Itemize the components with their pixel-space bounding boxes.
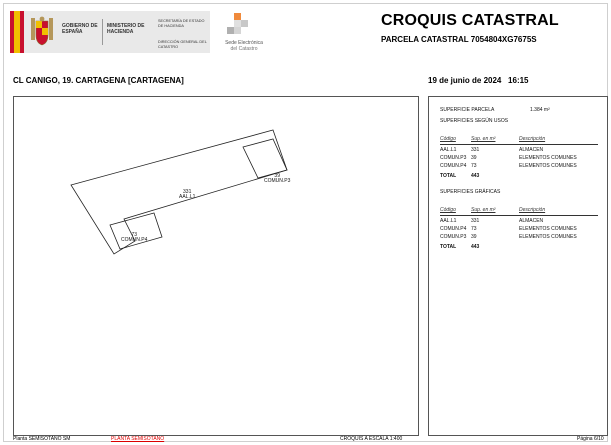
sede-electronica-logo — [210, 11, 270, 53]
usos-row-desc: ELEMENTOS COMUNES — [519, 155, 577, 161]
graficas-row-sup: 331 — [471, 218, 480, 224]
graficas-row-sup: 73 — [471, 226, 477, 232]
usos-total-value: 443 — [471, 173, 480, 179]
divider — [102, 19, 103, 45]
label-comun-p4 — [121, 233, 147, 243]
graficas-title: SUPERFICIES GRÁFICAS — [440, 189, 501, 195]
gov-text-direccion: DIRECCIÓN GENERAL DEL CATASTRO — [158, 40, 207, 49]
graficas-total-value: 443 — [471, 244, 480, 250]
usos-row-desc: ELEMENTOS COMUNES — [519, 163, 577, 169]
surface-info-panel — [428, 96, 608, 436]
unit-comun-p4 — [110, 213, 162, 249]
table-rule — [440, 144, 598, 145]
usos-row-sup: 39 — [471, 155, 477, 161]
date-text: 19 de junio de 2024 — [428, 76, 502, 85]
spain-flag-stripe — [10, 11, 24, 53]
document-date — [428, 76, 529, 85]
coat-of-arms-icon — [29, 16, 55, 48]
document-page — [3, 3, 608, 442]
footer-page-number: Página 6/10 — [577, 436, 604, 442]
graficas-row-desc: ELEMENTOS COMUNES — [519, 234, 577, 240]
gov-text-gobierno: GOBIERNO DE ESPAÑA — [62, 23, 98, 35]
superficie-parcela-label: SUPERFICIE PARCELA — [440, 107, 495, 113]
gov-text-ministerio: MINISTERIO DE HACIENDA — [107, 23, 145, 35]
graficas-row-code: AAL.L1 — [440, 218, 457, 224]
cadastral-reference: PARCELA CATASTRAL 7054804XG7675S — [381, 35, 537, 44]
catastro-logo-icon — [225, 13, 249, 37]
property-address: CL CANIGO, 19. CARTAGENA [CARTAGENA] — [13, 76, 184, 85]
col-desc: Descripción — [519, 207, 546, 213]
usos-row-code: COMUN.P3 — [440, 155, 467, 161]
usos-row-sup: 73 — [471, 163, 477, 169]
label-code: COMUN.P3 — [264, 178, 291, 184]
col-codigo: Código — [440, 207, 456, 213]
usos-title: SUPERFICIES SEGÚN USOS — [440, 118, 509, 124]
col-codigo: Código — [440, 136, 456, 142]
col-sup: Sup. en m² — [471, 207, 496, 213]
cadastral-sketch — [13, 96, 419, 436]
label-code: AAL.L1 — [179, 194, 196, 200]
sede-text-line2: del Catastro — [230, 46, 258, 52]
graficas-row-desc: ELEMENTOS COMUNES — [519, 226, 577, 232]
col-sup: Sup. en m² — [471, 136, 496, 142]
label-value: 73 — [131, 232, 137, 238]
document-title: CROQUIS CATASTRAL — [381, 12, 559, 29]
label-comun-p3 — [264, 174, 290, 184]
gov-text-secretaria: SECRETARÍA DE ESTADO DE HACIENDA — [158, 19, 205, 28]
unit-comun-p3 — [243, 139, 287, 178]
graficas-row-code: COMUN.P3 — [440, 234, 467, 240]
graficas-row-sup: 39 — [471, 234, 477, 240]
government-logo — [10, 11, 210, 53]
parcel-drawing — [14, 97, 418, 435]
graficas-row-code: COMUN.P4 — [440, 226, 467, 232]
usos-row-desc: ALMACEN — [519, 147, 544, 153]
label-value: 331 — [183, 189, 192, 195]
label-aal-l1 — [179, 190, 195, 200]
footer-planta-link[interactable]: PLANTA SEMISOTANO — [111, 436, 165, 442]
label-value: 39 — [274, 173, 280, 179]
usos-total-label: TOTAL — [440, 173, 457, 179]
table-rule — [440, 215, 598, 216]
usos-row-code: AAL.L1 — [440, 147, 457, 153]
sede-text-line1: Sede Electrónica — [225, 40, 263, 46]
usos-row-code: COMUN.P4 — [440, 163, 467, 169]
graficas-total-label: TOTAL — [440, 244, 457, 250]
footer-planta: Planta SEMISOTANO SM — [13, 436, 71, 442]
label-code: COMUN.P4 — [121, 237, 148, 243]
usos-row-sup: 331 — [471, 147, 480, 153]
superficie-parcela-value: 1.384 m² — [530, 107, 550, 113]
col-desc: Descripción — [519, 136, 546, 142]
footer-scale: CROQUIS A ESCALA 1:400 — [340, 436, 403, 442]
time-text: 16:15 — [508, 76, 529, 85]
graficas-row-desc: ALMACEN — [519, 218, 544, 224]
